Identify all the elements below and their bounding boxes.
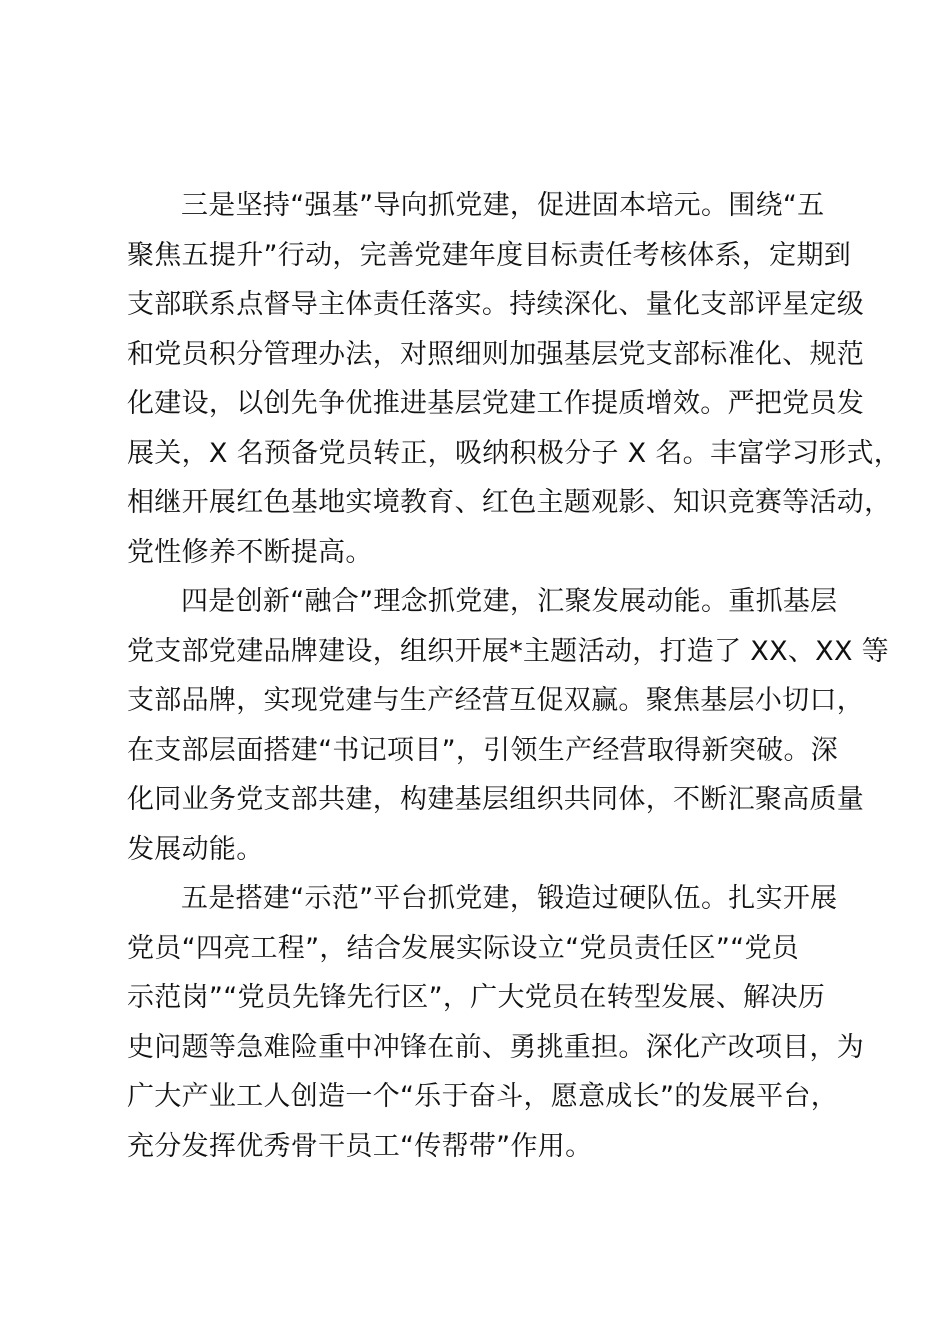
paragraph-line: 广大产业工人创造一个“乐于奋斗，愿意成长”的发展平台， (127, 1081, 839, 1112)
paragraph-line: 发展动能。 (127, 833, 264, 865)
paragraph-integration (127, 577, 889, 874)
paragraph-line: 支部联系点督导主体责任落实。持续深化、量化支部评星定级 (127, 289, 865, 320)
paragraph-line: 示范岗”“党员先锋先行区”，广大党员在转型发展、解决历 (127, 982, 826, 1013)
paragraph-line: 党性修养不断提高。 (127, 536, 373, 568)
paragraph-line: 党支部党建品牌建设，组织开展*主题活动，打造了 XX、XX 等 (127, 635, 889, 667)
paragraph-line: 相继开展红色基地实境教育、红色主题观影、知识竞赛等活动， (127, 487, 892, 518)
paragraph-strengthen-foundation (127, 181, 902, 577)
paragraph-demonstration (127, 874, 865, 1171)
paragraph-line: 三是坚持“强基”导向抓党建，促进固本培元。围绕“五 (181, 190, 825, 221)
paragraph-line: 和党员积分管理办法，对照细则加强基层党支部标准化、规范 (127, 338, 865, 370)
paragraph-line: 充分发挥优秀骨干员工“传帮带”作用。 (127, 1130, 593, 1162)
paragraph-line: 党员“四亮工程”，结合发展实际设立“党员责任区”“党员 (127, 932, 800, 964)
paragraph-line: 支部品牌，实现党建与生产经营互促双赢。聚焦基层小切口， (127, 685, 865, 716)
paragraph-line: 四是创新“融合”理念抓党建，汇聚发展动能。重抓基层 (181, 586, 838, 617)
document-body (127, 181, 902, 1171)
paragraph-line: 化同业务党支部共建，构建基层组织共同体，不断汇聚高质量 (127, 784, 865, 815)
paragraph-line: 化建设，以创先争优推进基层党建工作提质增效。严把党员发 (127, 388, 865, 419)
paragraph-line: 史问题等急难险重中冲锋在前、勇挑重担。深化产改项目，为 (127, 1031, 865, 1063)
paragraph-line: 在支部层面搭建“书记项目”，引领生产经营取得新突破。深 (127, 734, 839, 766)
paragraph-line: 聚焦五提升”行动，完善党建年度目标责任考核体系，定期到 (127, 239, 852, 271)
paragraph-line: 五是搭建“示范”平台抓党建，锻造过硬队伍。扎实开展 (181, 883, 838, 914)
paragraph-line: 展关，X 名预备党员转正，吸纳积极分子 X 名。丰富学习形式， (127, 437, 902, 469)
